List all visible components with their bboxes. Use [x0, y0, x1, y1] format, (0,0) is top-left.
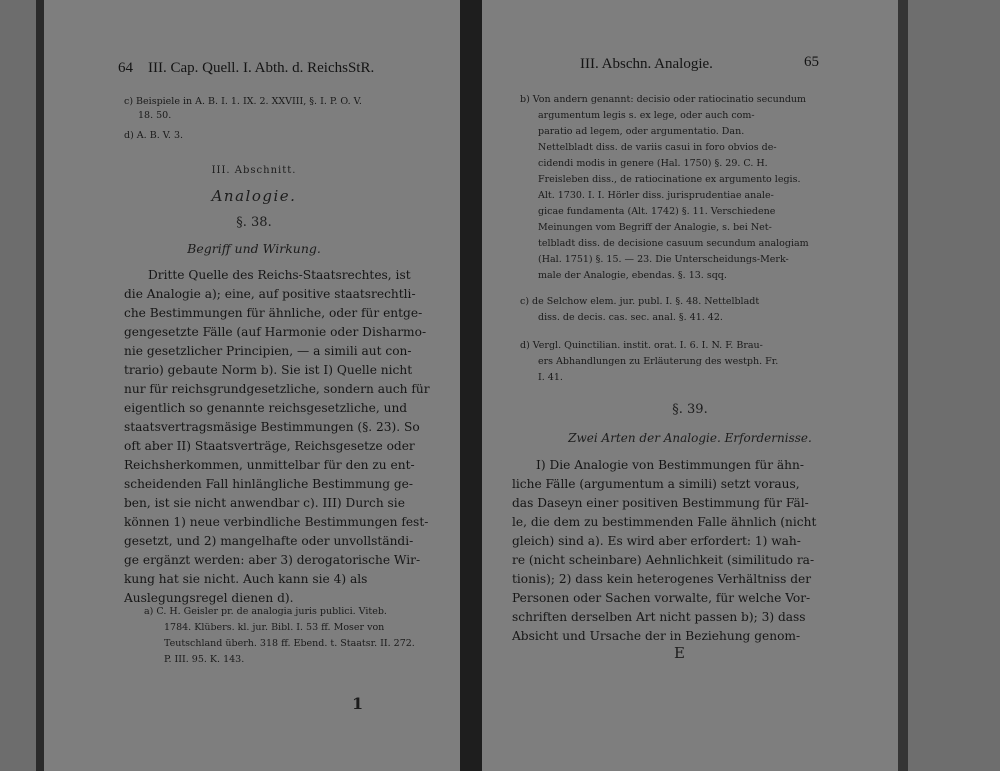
body-line: trario) gebaute Norm b). Sie ist I) Quelle nicht [124, 363, 413, 377]
body-line: nie gesetzlicher Principien, — a simili aut con- [124, 344, 412, 358]
body-line: Auslegungsregel dienen d). [124, 591, 294, 605]
footnote-line: Nettelbladt diss. de variis casui in foro obvios de- [538, 142, 777, 153]
footnote-line: male der Analogie, ebendas. §. 13. sqq. [538, 270, 727, 281]
body-line: re (nicht scheinbare) Aehnlichkeit (similitudo ra- [512, 553, 815, 567]
footnote-line: I. 41. [538, 372, 563, 383]
body-line: Absicht und Ursache der in Beziehung genom- [512, 629, 801, 643]
footnote-line: d) Vergl. Quinctilian. instit. orat. I. 6. I. N. F. Brau- [520, 340, 763, 351]
body-line: schriften derselben Art nicht passen b); 3) dass [512, 610, 806, 624]
paragraph-number: §. 39. [672, 402, 708, 417]
footnote-line: Teutschland überh. 318 ff. Ebend. t. Staatsr. II. 272. [164, 638, 415, 649]
paragraph-number: §. 38. [236, 215, 272, 230]
body-line: gleich) sind a). Es wird aber erfordert: 1) wah- [512, 534, 801, 548]
right-running-head: III. Abschn. Analogie. [580, 56, 713, 72]
footnote-line: c) Beispiele in A. B. I. 1. IX. 2. XXVIII, §. I. P. O. V. [124, 96, 362, 107]
scan-margin-left [0, 0, 36, 771]
left-page [44, 0, 464, 771]
body-line: gesetzt, und 2) mangelhafte oder unvollständi- [124, 534, 414, 548]
right-page-number: 65 [804, 54, 819, 70]
body-line: kung hat sie nicht. Auch kann sie 4) als [124, 572, 368, 586]
footnote-line: Freisleben diss., de ratiocinatione ex argumento legis. [538, 174, 801, 185]
footnote-line: b) Von andern genannt: decisio oder ratiocinatio secundum [520, 94, 807, 105]
footnote-line: P. III. 95. K. 143. [164, 654, 245, 665]
body-line: Reichsherkommen, unmittelbar für den zu ent- [124, 458, 415, 472]
body-line: ben, ist sie nicht anwendbar c). III) Durch sie [124, 496, 405, 510]
footnote-line: gicae fundamenta (Alt. 1742) §. 11. Verschiedene [538, 206, 776, 217]
book-gutter [460, 0, 482, 771]
body-line: oft aber II) Staatsverträge, Reichsgesetze oder [124, 439, 415, 453]
footnote-line: a) C. H. Geisler pr. de analogia juris publici. Viteb. [144, 606, 387, 617]
scan-margin-right [908, 0, 1000, 771]
signature-mark: 1 [352, 694, 364, 713]
body-line: tionis); 2) dass kein heterogenes Verhältniss der [512, 572, 812, 586]
footnote-line: argumentum legis s. ex lege, oder auch com- [538, 110, 755, 121]
body-line: le, die dem zu bestimmenden Falle ähnlich (nicht [512, 515, 817, 529]
footnote-line: Meinungen vom Begriff der Analogie, s. bei Net- [538, 222, 772, 233]
body-line: I) Die Analogie von Bestimmungen für ähn- [536, 458, 804, 472]
body-line: ge ergänzt werden: aber 3) derogatorische Wir- [124, 553, 421, 567]
section-label: III. Abschnitt. [211, 165, 297, 176]
footnote-line: 1784. Klübers. kl. jur. Bibl. I. 53 ff. Moser von [164, 622, 385, 633]
footnote-line: ers Abhandlungen zu Erläuterung des westph. Fr. [538, 356, 779, 367]
footnote-line: d) A. B. V. 3. [124, 130, 184, 141]
page-edge-right [898, 0, 908, 771]
signature-mark: E [674, 644, 685, 662]
body-line: können 1) neue verbindliche Bestimmungen fest- [124, 515, 429, 529]
footnote-line: c) de Selchow elem. jur. publ. I. §. 48. Nettelbladt [520, 296, 760, 307]
footnote-line: paratio ad legem, oder argumentatio. Dan. [538, 126, 745, 137]
body-line: Dritte Quelle des Reichs-Staatsrechtes, ist [148, 268, 411, 282]
footnote-line: Alt. 1730. I. I. Hörler diss. jurisprudentiae anale- [538, 190, 774, 201]
body-line: die Analogie a); eine, auf positive staatsrechtli- [124, 287, 416, 301]
paragraph-title: Begriff und Wirkung. [187, 241, 321, 256]
right-page [482, 0, 898, 771]
body-line: che Bestimmungen für ähnliche, oder für entge- [124, 306, 423, 320]
paragraph-title: Zwei Arten der Analogie. Erfordernisse. [568, 431, 812, 445]
page-edge-left [36, 0, 44, 771]
body-line: Personen oder Sachen vorwalte, für welche Vor- [512, 591, 811, 605]
body-line: nur für reichsgrundgesetzliche, sondern auch für [124, 382, 430, 396]
body-line: liche Fälle (argumentum a simili) setzt voraus, [512, 477, 800, 491]
footnote-line: telbladt diss. de decisione casuum secundum analogiam [538, 238, 809, 249]
body-line: staatsvertragsmäsige Bestimmungen (§. 23). So [124, 420, 420, 434]
footnote-line: (Hal. 1751) §. 15. — 23. Die Unterscheidungs-Merk- [538, 254, 789, 265]
left-running-head: III. Cap. Quell. I. Abth. d. ReichsStR. [148, 60, 375, 76]
footnote-line: 18. 50. [138, 110, 172, 121]
footnote-line: diss. de decis. cas. sec. anal. §. 41. 42. [538, 312, 723, 323]
body-line: eigentlich so genannte reichsgesetzliche, und [124, 401, 408, 415]
body-line: das Daseyn einer positiven Bestimmung für Fäl- [512, 496, 809, 510]
section-title: Analogie. [211, 187, 297, 205]
left-page-number: 64 [118, 60, 133, 76]
body-line: gengesetzte Fälle (auf Harmonie oder Disharmo- [124, 325, 427, 339]
body-line: scheidenden Fall hinlängliche Bestimmung ge- [124, 477, 414, 491]
footnote-line: cidendi modis in genere (Hal. 1750) §. 29. C. H. [538, 158, 768, 169]
